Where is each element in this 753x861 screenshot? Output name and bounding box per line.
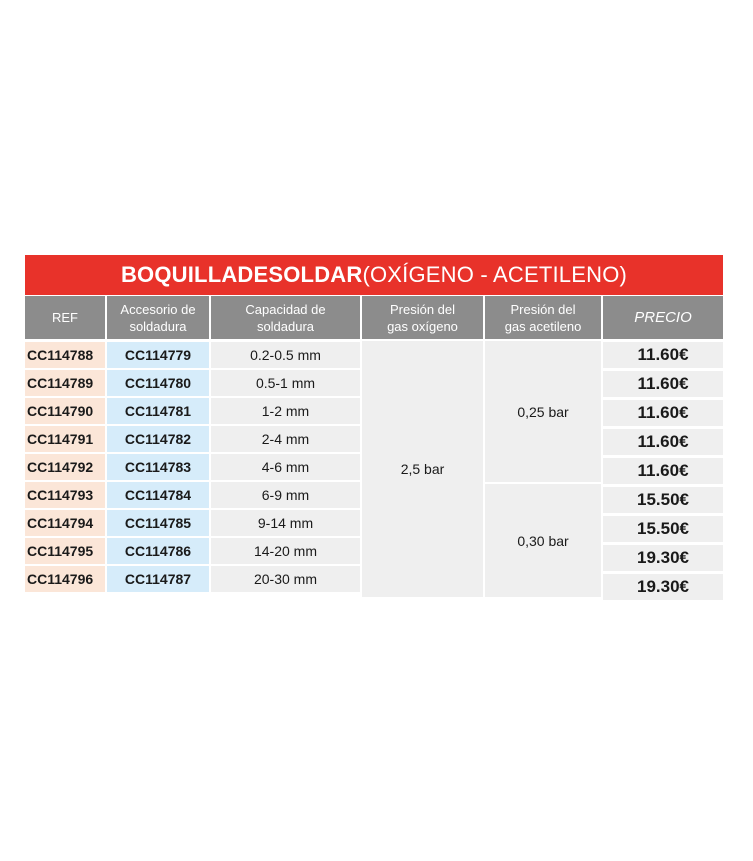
presion-acetileno-value-2: 0,30 bar <box>517 532 569 549</box>
presion-oxigeno-cell <box>362 341 483 597</box>
header-ref-label: REF <box>52 310 78 325</box>
capacidad-cell: 2-4 mm <box>211 426 360 452</box>
header-ref <box>25 296 105 339</box>
presion-acetileno-cell-2 <box>485 484 601 597</box>
header-accesorio-line1: Accesorio de <box>120 301 196 317</box>
header-presion-acetileno-line2: gas acetileno <box>504 318 582 334</box>
header-presion-acetileno-line1: Presión del <box>510 301 576 317</box>
header-presion-oxigeno-line1: Presión del <box>389 301 456 317</box>
table-title <box>25 255 723 295</box>
header-presion-oxigeno-line2: gas oxígeno <box>387 318 458 334</box>
ref-cell: CC114795 <box>25 538 105 564</box>
presion-oxigeno-value: 2,5 bar <box>400 461 445 477</box>
accesorio-cell: CC114787 <box>107 566 209 592</box>
presion-acetileno-cell-1 <box>485 341 601 482</box>
header-presion-oxigeno <box>362 296 483 339</box>
ref-cell: CC114796 <box>25 566 105 592</box>
accesorio-cell: CC114779 <box>107 342 209 368</box>
header-capacidad-line2: soldadura <box>256 318 315 334</box>
accesorio-cell: CC114784 <box>107 482 209 508</box>
ref-cell: CC114789 <box>25 370 105 396</box>
ref-cell: CC114793 <box>25 482 105 508</box>
ref-cell: CC114791 <box>25 426 105 452</box>
header-precio-label: PRECIO <box>634 309 692 326</box>
header-capacidad <box>211 296 360 339</box>
header-accesorio-line2: soldadura <box>129 318 187 334</box>
accesorio-cell: CC114782 <box>107 426 209 452</box>
table-title-bold: BOQUILLADESOLDAR <box>120 262 363 287</box>
capacidad-cell: 4-6 mm <box>211 454 360 480</box>
accesorio-cell: CC114781 <box>107 398 209 424</box>
accesorio-cell: CC114786 <box>107 538 209 564</box>
precio-cell: 11.60€ <box>603 458 723 484</box>
header-precio <box>603 296 723 339</box>
header-capacidad-line1: Capacidad de <box>245 301 326 317</box>
precio-cell: 15.50€ <box>603 487 723 513</box>
ref-cell: CC114790 <box>25 398 105 424</box>
capacidad-cell: 6-9 mm <box>211 482 360 508</box>
precio-cell: 11.60€ <box>603 400 723 426</box>
capacidad-cell: 1-2 mm <box>211 398 360 424</box>
accesorio-cell: CC114783 <box>107 454 209 480</box>
precio-cell: 11.60€ <box>603 342 723 368</box>
capacidad-cell: 9-14 mm <box>211 510 360 536</box>
ref-cell: CC114794 <box>25 510 105 536</box>
accesorio-cell: CC114785 <box>107 510 209 536</box>
table-title-rest: (OXÍGENO - ACETILENO) <box>362 262 628 287</box>
header-presion-acetileno <box>485 296 601 339</box>
capacidad-cell: 0.2-0.5 mm <box>211 342 360 368</box>
ref-cell: CC114788 <box>25 342 105 368</box>
capacidad-cell: 14-20 mm <box>211 538 360 564</box>
precio-cell: 19.30€ <box>603 574 723 600</box>
header-accesorio <box>107 296 209 339</box>
precio-cell: 11.60€ <box>603 429 723 455</box>
presion-acetileno-value-1: 0,25 bar <box>517 403 569 420</box>
capacidad-cell: 20-30 mm <box>211 566 360 592</box>
ref-cell: CC114792 <box>25 454 105 480</box>
precio-cell: 11.60€ <box>603 371 723 397</box>
precio-cell: 19.30€ <box>603 545 723 571</box>
accesorio-cell: CC114780 <box>107 370 209 396</box>
precio-cell: 15.50€ <box>603 516 723 542</box>
capacidad-cell: 0.5-1 mm <box>211 370 360 396</box>
